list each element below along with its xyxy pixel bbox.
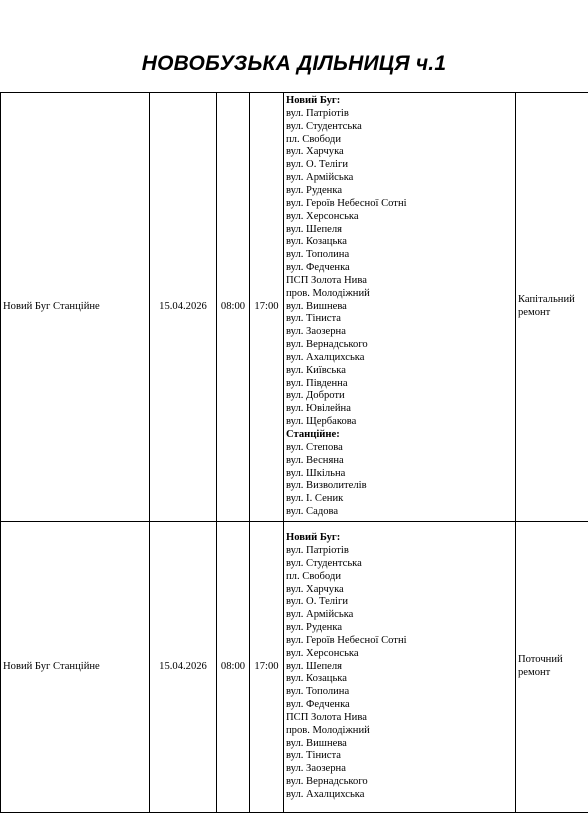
locality-heading: Новий Буг: [286,95,513,108]
street-item: вул. Заозерна [286,763,513,776]
street-item: вул. Весняна [286,455,513,468]
street-item: ПСП Золота Нива [286,275,513,288]
time-to-cell: 17:00 [250,93,284,522]
street-item: вул. Ахалцихська [286,352,513,365]
date-cell: 15.04.2026 [150,93,217,522]
street-item: вул. Федченка [286,262,513,275]
street-item: вул. Тополина [286,249,513,262]
street-item: вул. Тіниста [286,313,513,326]
locality-heading: Станційне: [286,429,513,442]
street-item: вул. Південна [286,378,513,391]
street-item: вул. Херсонська [286,648,513,661]
street-item: вул. Патріотів [286,108,513,121]
street-item: вул. Херсонська [286,211,513,224]
work-type-cell: Капітальний ремонт [516,93,588,522]
settlement-cell: Новий Буг Станційне [1,522,150,813]
street-item: вул. Ахалцихська [286,789,513,802]
street-item: вул. Руденка [286,185,513,198]
street-item: вул. Армійська [286,172,513,185]
street-item: вул. Студентська [286,558,513,571]
street-item: пров. Молодіжний [286,725,513,738]
street-item: вул. Федченка [286,699,513,712]
street-item: вул. Заозерна [286,326,513,339]
street-item: вул. Вернадського [286,776,513,789]
street-item: вул. І. Сеник [286,493,513,506]
street-item: вул. Ювілейна [286,403,513,416]
streets-cell [284,522,516,813]
street-item: вул. О. Теліги [286,596,513,609]
street-item: вул. Героїв Небесної Сотні [286,198,513,211]
street-item: вул. Щербакова [286,416,513,429]
street-item: вул. Харчука [286,146,513,159]
street-item: вул. Визволителів [286,480,513,493]
locality-heading: Новий Буг: [286,532,513,545]
street-item: вул. Вернадського [286,339,513,352]
street-item: вул. Київська [286,365,513,378]
street-item: вул. Патріотів [286,545,513,558]
street-item: вул. Шепеля [286,224,513,237]
outage-schedule-table [0,92,588,813]
street-item: вул. Степова [286,442,513,455]
street-item: вул. Садова [286,506,513,519]
street-item: вул. Доброти [286,390,513,403]
street-item: пл. Свободи [286,571,513,584]
street-item: вул. Героїв Небесної Сотні [286,635,513,648]
street-item: вул. Армійська [286,609,513,622]
street-item: вул. Студентська [286,121,513,134]
street-item: вул. Козацька [286,236,513,249]
street-item: вул. Тіниста [286,750,513,763]
street-item: вул. Вишнева [286,738,513,751]
street-item: вул. Шепеля [286,661,513,674]
date-cell: 15.04.2026 [150,522,217,813]
street-item: пл. Свободи [286,134,513,147]
settlement-cell: Новий Буг Станційне [1,93,150,522]
street-item: пров. Молодіжний [286,288,513,301]
street-item: вул. Вишнева [286,301,513,314]
street-item: вул. Шкільна [286,468,513,481]
time-to-cell: 17:00 [250,522,284,813]
street-item: вул. О. Теліги [286,159,513,172]
streets-cell [284,93,516,522]
street-item: вул. Руденка [286,622,513,635]
page-title: НОВОБУЗЬКА ДІЛЬНИЦЯ ч.1 [0,52,588,76]
street-item: вул. Козацька [286,673,513,686]
street-item: вул. Тополина [286,686,513,699]
work-type-cell: Поточний ремонт [516,522,588,813]
street-item: вул. Харчука [286,584,513,597]
time-from-cell: 08:00 [217,522,250,813]
street-item: ПСП Золота Нива [286,712,513,725]
table-row [1,93,588,522]
table-row [1,522,588,813]
time-from-cell: 08:00 [217,93,250,522]
